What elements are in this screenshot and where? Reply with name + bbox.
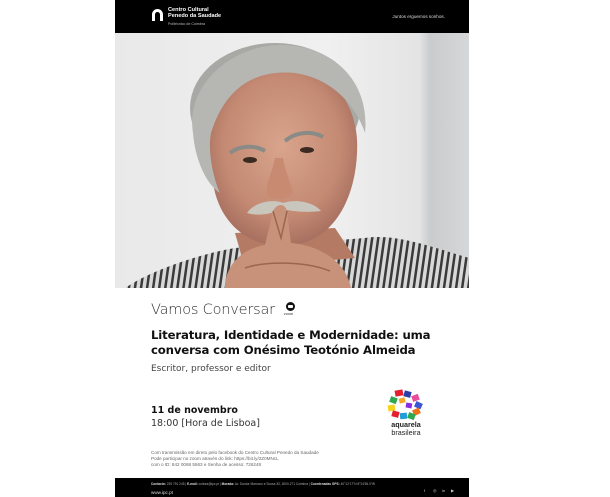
zoom-label: zoom — [284, 312, 294, 316]
footer-email[interactable]: cultura@ipc.pt — [198, 482, 220, 486]
zoom-badge — [284, 302, 298, 320]
footer-bar — [115, 478, 469, 497]
social-links — [424, 489, 455, 493]
event-title: Literatura, Identidade e Modernidade: uma conversa com Onésimo Teotónio Almeida — [151, 328, 431, 357]
event-poster — [115, 0, 469, 497]
footer-contacts: Contacto: 239 791 245 | E-mail: cultura@ipc.pt | Morada: Av. Doutor Marnoco e Sousa 30, 3000-271 Coimbra | Coordenadas GPS: 40°12'17"N 8°24'56.0"W — [151, 482, 375, 486]
org-subtitle: Politécnico de Coimbra — [168, 22, 205, 26]
header-bar — [115, 0, 469, 33]
arch-logo-icon — [151, 8, 164, 21]
zoom-icon — [286, 302, 295, 311]
instagram-icon[interactable]: ◎ — [433, 488, 437, 493]
zoom-link[interactable]: Pode participar no zoom através do link: https://bit.ly/2Z0MNcL — [151, 456, 279, 462]
event-date: 11 de novembro — [151, 405, 238, 416]
speaker-portrait-illustration — [115, 33, 469, 288]
partner-logo — [381, 388, 431, 444]
event-series-title: Vamos Conversar — [151, 302, 275, 318]
partner-name-secondary: brasileira — [391, 428, 421, 437]
streaming-info: Com transmissão em direto pelo facebook do Centro Cultural Penedo da Saudade Pode participar no zoom através do link: https://bit.ly/2Z0MNcL com o ID: 842 0068 5563 e Senha de acesso: 726248 — [151, 450, 319, 468]
linkedin-icon[interactable]: in — [442, 488, 446, 493]
footer-website-link[interactable]: www.ipc.pt — [151, 490, 173, 495]
youtube-icon[interactable]: ▶ — [451, 488, 455, 493]
speaker-photo — [115, 33, 469, 288]
partner-name-primary: aquarela — [391, 420, 421, 429]
slogan: Juntos erguemos sonhos. — [392, 14, 445, 19]
facebook-icon[interactable]: f — [424, 488, 426, 493]
aquarela-mosaic-icon — [381, 388, 431, 422]
org-name: Centro Cultural Penedo da Saudade — [168, 7, 222, 20]
event-time: 18:00 [Hora de Lisboa] — [151, 418, 260, 429]
speaker-description: Escritor, professor e editor — [151, 364, 271, 374]
